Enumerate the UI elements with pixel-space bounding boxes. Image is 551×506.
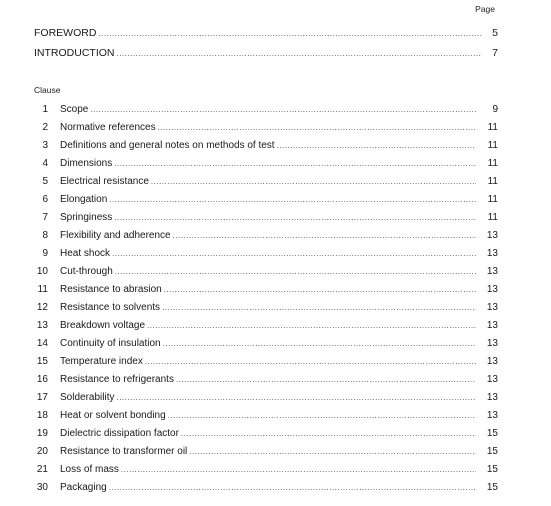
clause-number: 9 [42,248,48,259]
clause-number: 30 [36,482,48,493]
toc-entry-introduction [34,47,498,59]
dot-leader [147,321,476,330]
clause-title: Packaging [60,482,107,493]
clause-number: 13 [36,320,48,331]
clause-page: 15 [486,482,498,493]
clause-number: 6 [42,194,48,205]
toc-clause-row [34,464,498,482]
toc-clause-row [34,158,498,176]
clause-page: 15 [486,464,498,475]
clause-title: Cut-through [60,266,113,277]
clause-page: 13 [486,374,498,385]
clause-title: Resistance to transformer oil [60,446,188,457]
toc-clause-row [34,482,498,500]
clause-page: 11 [487,194,498,205]
clause-title: Dielectric dissipation factor [60,428,179,439]
clause-title: Solderability [60,392,115,403]
toc-clause-row [34,392,498,410]
dot-leader [114,159,476,168]
dot-leader [164,285,476,294]
toc-clause-row [34,104,498,122]
clause-number: 17 [36,392,48,403]
clause-title: Flexibility and adherence [60,230,171,241]
toc-clause-row [34,194,498,212]
clause-number: 20 [36,446,48,457]
dot-leader [115,267,476,276]
toc-clause-row [34,212,498,230]
clause-title: Breakdown voltage [60,320,146,331]
clause-page: 11 [487,140,498,151]
clause-number: 12 [36,302,48,313]
toc-clause-row [34,374,498,392]
clause-number: 10 [36,266,48,277]
toc-clause-row [34,428,498,446]
clause-page: 13 [486,284,498,295]
clause-page: 13 [486,338,498,349]
clause-page: 13 [486,266,498,277]
clause-title: Resistance to abrasion [60,284,162,295]
toc-clause-row [34,410,498,428]
dot-leader [109,195,476,204]
dot-leader [90,105,476,114]
dot-leader [189,447,476,456]
dot-leader [151,177,476,186]
dot-leader [117,49,483,58]
clause-title: Resistance to refrigerants [60,374,174,385]
clause-number: 21 [36,464,48,475]
clause-page: 13 [486,392,498,403]
clause-title: Heat or solvent bonding [60,410,166,421]
toc-clause-row [34,338,498,356]
clause-title: Temperature index [60,356,143,367]
dot-leader [114,213,476,222]
clause-number: 14 [36,338,48,349]
clause-number: 19 [36,428,48,439]
dot-leader [116,393,476,402]
clause-title: Scope [60,104,89,115]
toc-clause-row [34,140,498,158]
dot-leader [181,429,476,438]
toc-clause-row [34,248,498,266]
clause-page: 11 [487,158,498,169]
clause-number: 18 [36,410,48,421]
clause-page: 13 [486,230,498,241]
clause-page: 15 [486,428,498,439]
dot-leader [112,249,476,258]
dot-leader [121,465,476,474]
clause-heading: Clause [34,85,61,95]
clause-number: 2 [42,122,48,133]
clause-page: 13 [486,302,498,313]
clause-page: 11 [487,212,498,223]
page-column-label: Page [475,4,495,14]
clause-number: 3 [42,140,48,151]
toc-clause-row [34,230,498,248]
dot-leader [145,357,476,366]
toc-clause-row [34,446,498,464]
dot-leader [173,231,476,240]
dot-leader [109,483,476,492]
clause-title: Dimensions [60,158,113,169]
toc-entry-page: 7 [492,47,498,59]
clause-number: 15 [36,356,48,367]
clause-number: 4 [42,158,48,169]
clause-page: 13 [486,320,498,331]
clause-page: 11 [487,122,498,133]
clause-title: Elongation [60,194,108,205]
toc-entry-foreword [34,27,498,39]
clause-title: Electrical resistance [60,176,149,187]
dot-leader [162,303,476,312]
clause-title: Resistance to solvents [60,302,161,313]
clause-title: Heat shock [60,248,111,259]
dot-leader [176,375,476,384]
toc-entry-title: INTRODUCTION [34,47,115,59]
dot-leader [163,339,476,348]
clause-number: 5 [42,176,48,187]
clause-title: Loss of mass [60,464,119,475]
toc-clause-row [34,122,498,140]
toc-clause-row [34,356,498,374]
clause-title: Continuity of insulation [60,338,161,349]
toc-clause-row [34,176,498,194]
clause-page: 15 [486,446,498,457]
toc-entry-title: FOREWORD [34,27,97,39]
clause-page: 13 [486,410,498,421]
clause-title: Normative references [60,122,156,133]
toc-entry-page: 5 [492,27,498,39]
toc-clause-row [34,266,498,284]
clause-title: Springiness [60,212,113,223]
dot-leader [98,29,482,38]
toc-clause-row [34,302,498,320]
clause-number: 8 [42,230,48,241]
clause-number: 11 [37,284,48,295]
clause-page: 13 [486,356,498,367]
clause-page: 13 [486,248,498,259]
clause-number: 7 [42,212,48,223]
dot-leader [158,123,476,132]
toc-clause-row [34,284,498,302]
clause-number: 1 [42,104,48,115]
clause-page: 11 [487,176,498,187]
clause-page: 9 [492,104,498,115]
clause-list [34,104,498,500]
dot-leader [277,141,476,150]
clause-title: Definitions and general notes on methods of test [60,140,275,151]
dot-leader [168,411,476,420]
clause-number: 16 [36,374,48,385]
toc-clause-row [34,320,498,338]
